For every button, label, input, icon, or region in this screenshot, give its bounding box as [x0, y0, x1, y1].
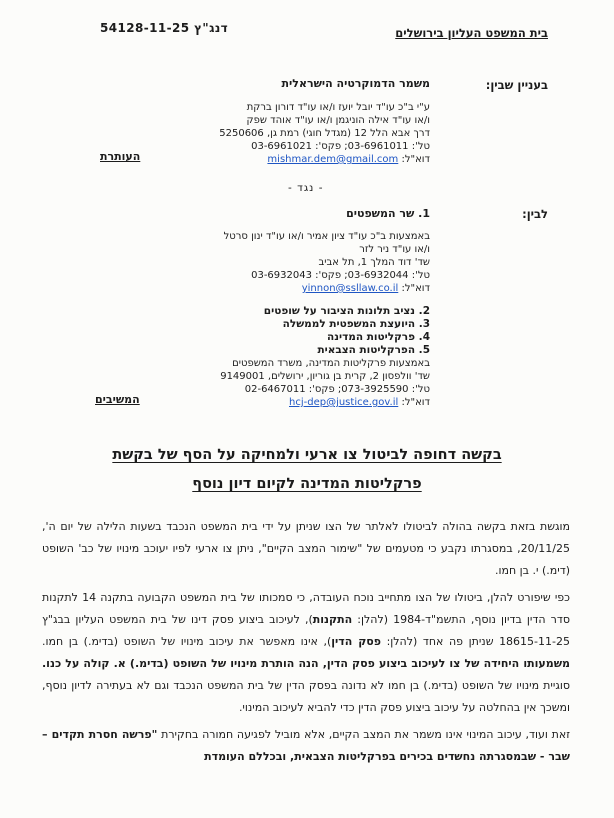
respondents-address-line: שד' וולפסון 2, קרית בן גוריון, ירושלים, 9149001 — [220, 371, 430, 382]
motion-title — [40, 441, 574, 499]
respondent-2-name: 2. נציב תלונות הציבור על שופטים — [263, 305, 430, 317]
petitioner-email-line — [160, 153, 430, 166]
paragraph-3-text: זאת ועוד, עיכוב המינוי אינו משמר את המצב הקיים, אלא מוביל לפגיעה חמורה בחקירת — [157, 728, 571, 741]
respondent-5-name: 5. הפרקליטות הצבאית — [317, 344, 430, 356]
respondent-4-name: 4. פרקליטות המדינה — [327, 331, 430, 343]
versus-separator: - נגד - — [288, 182, 324, 194]
petitioner-role-label: העותרת — [100, 150, 141, 163]
motion-title-line-2: פרקליטות המדינה לקיום דיון נוסף — [192, 476, 422, 492]
petitioner-block — [160, 77, 430, 166]
respondent-1-block — [160, 207, 430, 295]
body-text — [42, 516, 570, 773]
petitioner-name: משמר הדמוקרטיה הישראלית — [281, 77, 430, 90]
email-label: דוא"ל: — [401, 283, 430, 294]
court-name: בית המשפט העליון בירושלים — [395, 26, 548, 40]
petitioner-address-line: דרך אבא הלל 12 (מגדל חוגי) רמת גן, 5250606 — [219, 128, 430, 139]
respondent-1-email-line — [160, 282, 430, 295]
paragraph-2-bold-term: פסק הדין — [331, 635, 382, 648]
email-label: דוא"ל: — [401, 154, 430, 165]
paragraph-2-text: ), אינו מאפשר את עיכוב מינויו של השופט (בדימ.) בן חמו. — [42, 635, 332, 648]
paragraph-2 — [42, 587, 570, 719]
paragraph-2-bold-term: התקנות — [312, 613, 353, 626]
motion-title-line-1: בקשה דחופה לביטול צו ארעי ולמחיקה על הסף של בקשת — [112, 447, 502, 463]
petitioner-email-link[interactable]: mishmar.dem@gmail.com — [267, 154, 399, 165]
petitioner-phone-line: טל': 03-6961011; פקס': 03-6961021 — [251, 141, 430, 152]
paragraph-2-text: ), לעיכוב ביצוע פסק דינו של בית המשפט העליון בבג"ץ 18615-11-25 שניתן פה אחד (להלן: — [42, 613, 570, 648]
paragraph-2-text: סוגיית מינויו של השופט (בדימ.) בן חמו לא נדונה בפסק הדין של בית המשפט הנכבד וגם לא בעתירה לדיון נוסף, ומשכך אין בהחלטה על עיכוב ביצוע פסק הדין כדי להביא לעיכוב המינוי. — [42, 679, 570, 714]
petitioner-address-line: ו/או עו"ד אילה הוניגמן ו/או עו"ד אוהד שפק — [246, 115, 430, 126]
respondent-1-address-line: באמצעות ב"כ עו"ד ציון אמיר ו/או עו"ד ינון סרטל — [223, 231, 430, 242]
respondent-1-address-line: שד' דוד המלך 1, תל אביב — [318, 257, 430, 268]
email-label: דוא"ל: — [401, 397, 430, 408]
respondents-role-label: המשיבים — [95, 393, 140, 406]
case-number: דנג"ץ 54128-11-25 — [100, 21, 229, 35]
respondents-2-5-block — [160, 305, 430, 409]
respondents-phone-line: טל': 073-3925590; פקס': 02-6467011 — [244, 384, 430, 395]
respondents-email-link[interactable]: hcj-dep@justice.gov.il — [289, 397, 399, 408]
respondents-address-line: באמצעות פרקליטות המדינה, משרד המשפטים — [232, 358, 430, 369]
between-label: בעניין שבין: — [485, 78, 548, 92]
respondent-1-phone-line: טל': 03-6932044; פקס': 03-6932043 — [251, 270, 430, 281]
respondents-label: לבין: — [522, 207, 548, 221]
respondent-1-name: 1. שר המשפטים — [346, 207, 430, 220]
respondents-email-line — [160, 396, 430, 409]
paragraph-3 — [42, 724, 570, 768]
respondent-1-address-line: ו/או עו"ד ניר לזר — [359, 244, 430, 255]
paragraph-2-text: כפי שיפורט להלן, ביטולו של הצו מתחייב נוכח העובדה, כי סמכותו של בית המשפט הקבועה בתקנה 14 לתקנות סדר הדין בדיון נוסף, התשמ"ד-1984 (להלן: — [42, 591, 571, 626]
paragraph-3-bold-text: "פרשה חסרת תקדים – שבר - שבמסגרתה נחשדים בכירים בפרקליטות הצבאית, ובכללם העומדת — [42, 728, 570, 763]
paragraph-2-bold-sentence: משמעותו היחידה של צו לעיכוב ביצוע פסק הדין, הנה הותרת מינויו של השופט (בדימ.) א. קולה על כנו. — [42, 657, 570, 670]
respondent-3-name: 3. היועצת המשפטית לממשלה — [282, 318, 430, 330]
respondent-1-email-link[interactable]: yinnon@ssllaw.co.il — [301, 283, 399, 294]
paragraph-1 — [42, 516, 570, 582]
paragraph-1-text: מוגשת בזאת בקשה בהולה לביטולו לאלתר של הצו שניתן על ידי בית המשפט הנכבד בשעות הלילה של יום ה', 20/11/25, במסגרתו נקבע כי מטעמים של "שימור המצב הקיים", ניתן צו ארעי לפיו יעוכב מינויו של כב' השופט (דימ.) י. בן חמו. — [42, 520, 570, 577]
petitioner-address-line: ע"י ב"כ עו"ד יובל יועז ו/או עו"ד דורון ברקת — [246, 102, 430, 113]
